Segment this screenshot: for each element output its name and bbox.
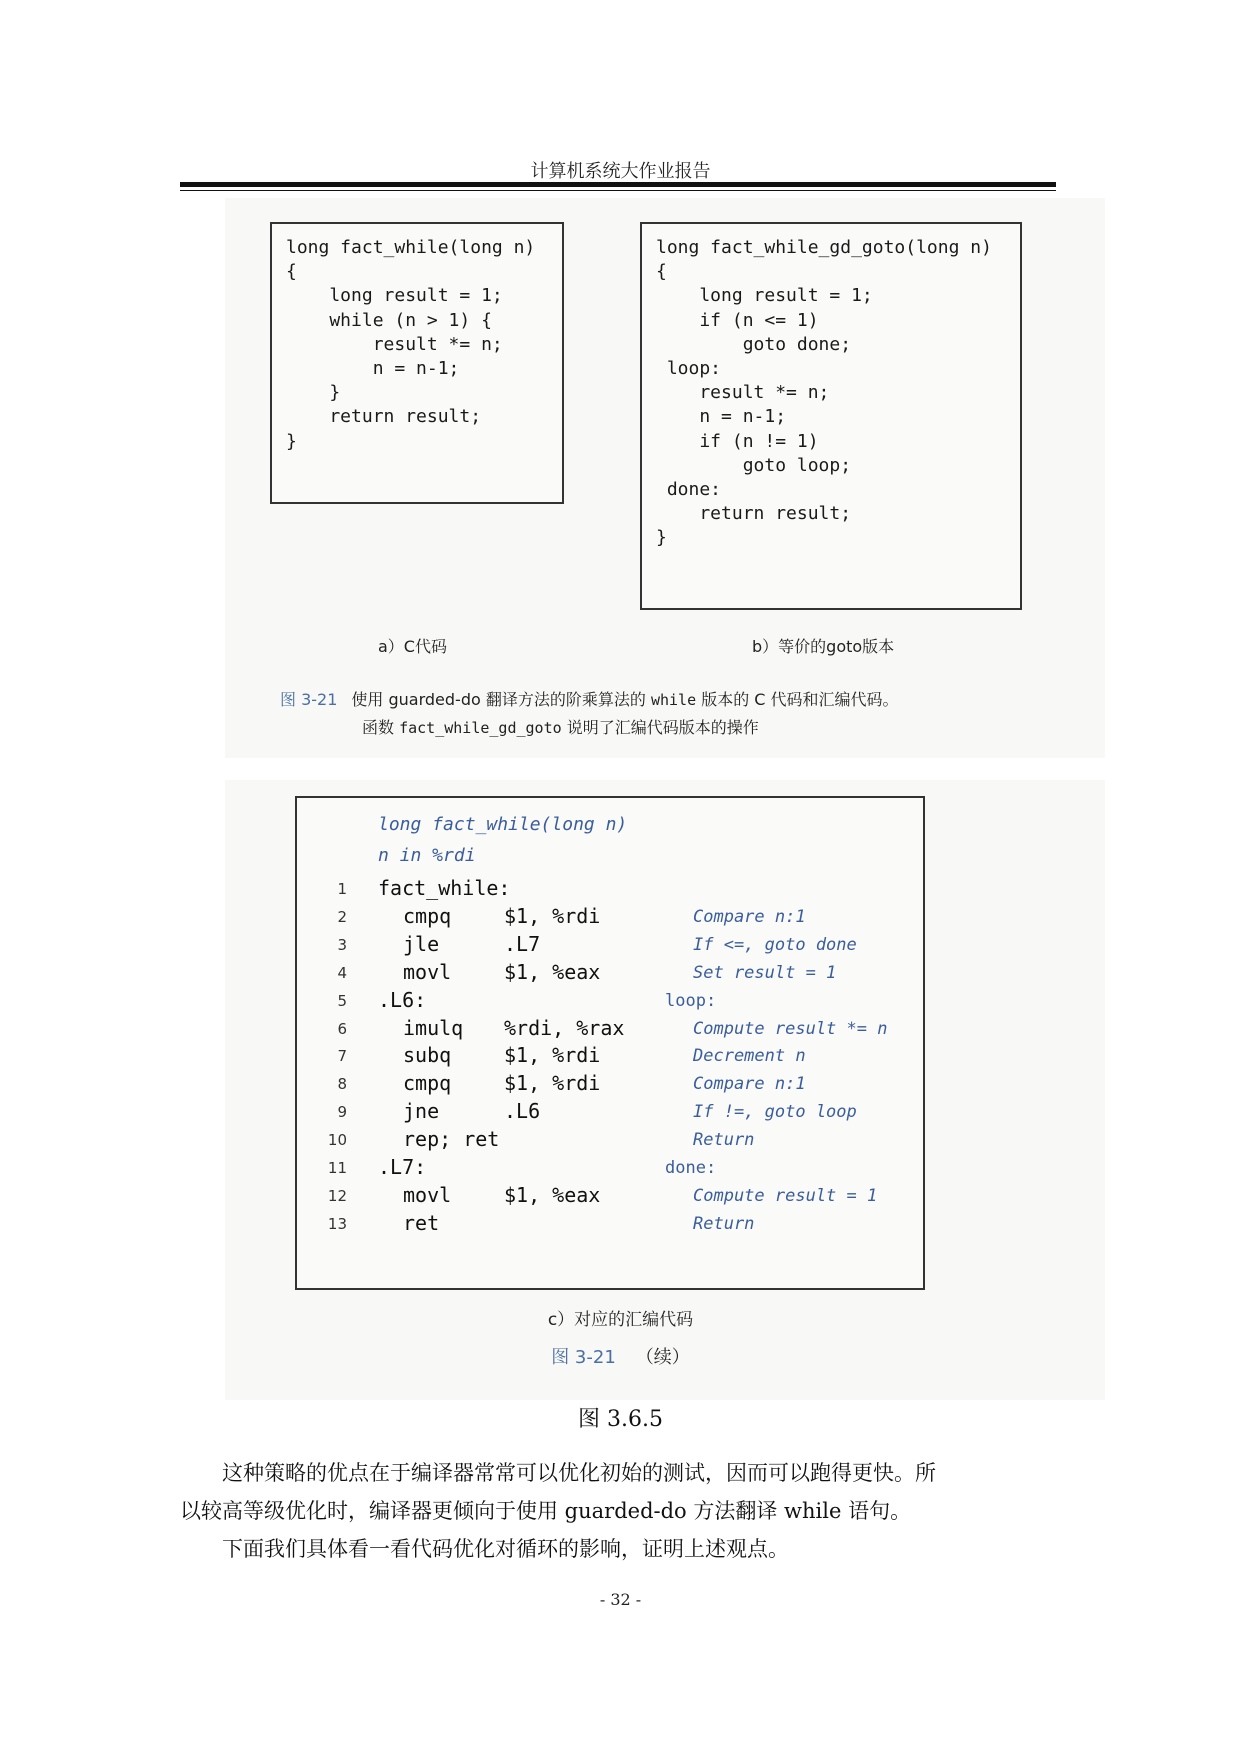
line-number: 10 [327, 1131, 347, 1150]
asm-comment: Compare n:1 [693, 1074, 806, 1095]
caption-text: 使用 guarded-do 翻译方法的阶乘算法的 [351, 690, 651, 709]
asm-line [297, 986, 923, 1017]
code-line: { [286, 261, 297, 283]
asm-comment: Set result = 1 [693, 962, 837, 983]
asm-line [297, 958, 923, 989]
asm-header-register: n in %rdi [378, 845, 476, 866]
asm-line [297, 1069, 923, 1100]
asm-line [297, 1041, 923, 1072]
code-line: return result; [286, 406, 482, 428]
line-number: 6 [337, 1019, 347, 1038]
asm-instruction: ret [403, 1210, 440, 1235]
asm-comment: Compute result *= n [693, 1018, 888, 1039]
figure-caption-line-2 [280, 714, 1040, 742]
paragraph-1-cont: 以较高等级优化时，编译器更倾向于使用 guarded-do 方法翻译 while 语句。 [180, 1499, 912, 1523]
figure-continued-caption [0, 1343, 1241, 1369]
code-box-goto [640, 222, 1022, 610]
asm-line [297, 1097, 923, 1128]
asm-instruction: jle [403, 931, 440, 956]
caption-code: while [650, 691, 697, 709]
caption-code: fact_while_gd_goto [399, 719, 562, 737]
code-line: result *= n; [656, 382, 830, 404]
asm-operands: $1, %rdi [504, 1043, 601, 1068]
asm-instruction: movl [403, 959, 452, 984]
code-line: n = n-1; [656, 406, 787, 428]
asm-comment: Decrement n [693, 1046, 806, 1067]
code-line: goto done; [656, 333, 852, 355]
header-rule-thick [180, 182, 1056, 187]
caption-text: 版本的 C 代码和汇编代码。 [696, 690, 899, 709]
paragraph-2: 下面我们具体看一看代码优化对循环的影响，证明上述观点。 [222, 1537, 789, 1561]
asm-operands: $1, %rdi [504, 903, 601, 928]
sub-caption-a: a）C代码 [378, 637, 447, 656]
sub-caption-b: b）等价的goto版本 [752, 637, 895, 656]
code-line: done: [656, 479, 722, 500]
code-line: } [286, 382, 341, 404]
asm-label: .L7: [378, 1155, 427, 1179]
asm-instruction: cmpq [403, 1071, 452, 1096]
code-box-c [270, 222, 564, 504]
figure-caption [280, 686, 1040, 742]
continued-label: （续） [635, 1347, 690, 1368]
figure-main-caption: 图 3.6.5 [578, 1407, 663, 1432]
asm-comment: Return [693, 1213, 755, 1234]
figure-number: 图 3-21 [280, 690, 338, 709]
asm-line [297, 1209, 923, 1240]
code-line: result *= n; [286, 333, 503, 355]
asm-line [297, 902, 923, 933]
asm-instruction: imulq [403, 1015, 464, 1040]
page-number: - 32 - [599, 1590, 642, 1609]
asm-line [297, 1181, 923, 1212]
code-line: long result = 1; [286, 285, 503, 307]
asm-operands: $1, %eax [504, 959, 601, 984]
running-header: 计算机系统大作业报告 [530, 161, 711, 182]
asm-label: .L6: [378, 987, 427, 1012]
asm-operands: %rdi, %rax [504, 1015, 625, 1040]
code-line: } [286, 430, 297, 452]
line-number: 12 [327, 1186, 347, 1205]
line-number: 13 [327, 1214, 347, 1233]
code-line: return result; [656, 503, 852, 525]
asm-operands: $1, %rdi [504, 1071, 601, 1096]
asm-instruction: jne [403, 1099, 440, 1124]
line-number: 7 [337, 1047, 347, 1066]
asm-comment: loop: [665, 990, 717, 1011]
line-number: 4 [337, 963, 347, 982]
asm-line [297, 874, 923, 905]
code-line: long fact_while_gd_goto(long n) [656, 237, 992, 258]
code-line: loop: [656, 358, 722, 379]
figure-number: 图 3-21 [551, 1347, 616, 1368]
caption-text: 说明了汇编代码版本的操作 [561, 718, 759, 737]
code-line: n = n-1; [286, 358, 460, 379]
asm-label: fact_while: [378, 876, 511, 900]
figure-caption-line-1 [280, 686, 1040, 714]
code-line: goto loop; [656, 454, 852, 476]
code-line: { [656, 261, 667, 283]
asm-header-signature: long fact_while(long n) [378, 814, 628, 835]
asm-line [297, 930, 923, 961]
line-number: 3 [337, 935, 347, 954]
assembly-code-box [295, 796, 925, 1290]
sub-caption-c: c）对应的汇编代码 [547, 1310, 694, 1330]
asm-operands: .L6 [504, 1099, 541, 1124]
asm-comment: Compare n:1 [693, 906, 806, 927]
asm-line [297, 1153, 923, 1184]
code-line: if (n != 1) [656, 430, 819, 452]
asm-comment: If !=, goto loop [693, 1102, 857, 1123]
line-number: 1 [337, 880, 347, 898]
asm-line [297, 1125, 923, 1156]
header-rule-thin [180, 190, 1056, 191]
code-line: long result = 1; [656, 285, 873, 307]
asm-operands: $1, %eax [504, 1182, 601, 1207]
code-line: while (n > 1) { [286, 309, 492, 331]
code-line: } [656, 527, 667, 549]
asm-instruction: subq [403, 1043, 452, 1068]
line-number: 5 [337, 991, 347, 1010]
asm-instruction: cmpq [403, 903, 452, 928]
code-line: long fact_while(long n) [286, 237, 536, 258]
line-number: 2 [337, 907, 347, 926]
asm-operands: .L7 [504, 931, 541, 956]
caption-text: 函数 [362, 718, 400, 737]
asm-instruction: movl [403, 1182, 452, 1207]
asm-instruction: rep; ret [403, 1127, 500, 1152]
asm-comment: If <=, goto done [693, 934, 857, 955]
line-number: 11 [327, 1159, 347, 1177]
code-line: if (n <= 1) [656, 309, 819, 331]
line-number: 9 [337, 1103, 347, 1122]
asm-comment: Return [693, 1130, 755, 1151]
line-number: 8 [337, 1075, 347, 1094]
asm-comment: done: [665, 1158, 717, 1178]
asm-line [297, 1014, 923, 1045]
paragraph-1: 这种策略的优点在于编译器常常可以优化初始的测试，因而可以跑得更快。所 [222, 1461, 936, 1485]
asm-comment: Compute result = 1 [693, 1185, 878, 1206]
